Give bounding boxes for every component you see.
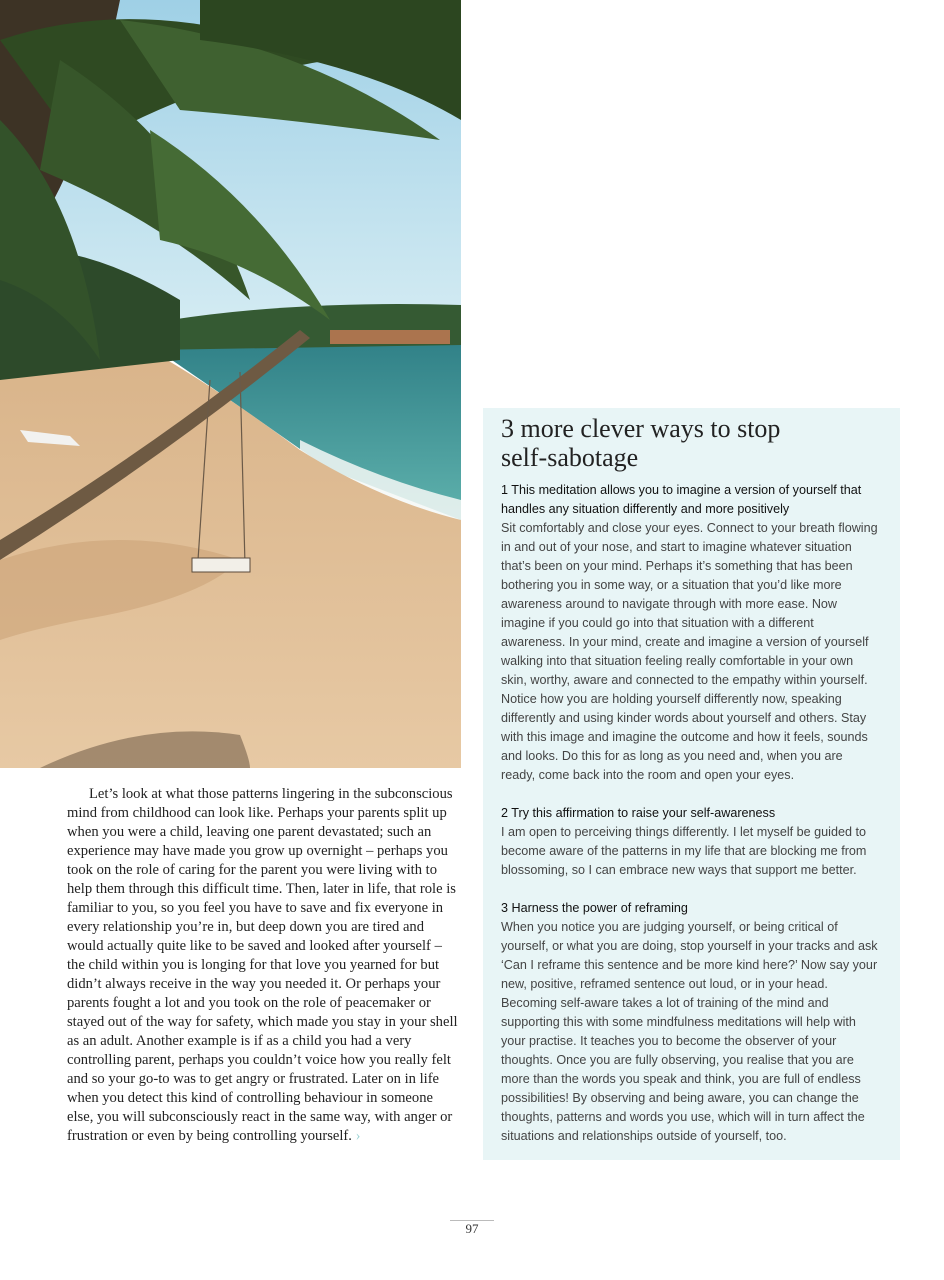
tip-3-heading: 3 Harness the power of reframing — [501, 901, 688, 915]
tips-panel — [483, 408, 900, 1160]
tip-1-heading: 1 This meditation allows you to imagine a version of yourself that handles any situation differently and more positively — [501, 483, 862, 516]
tip-2-heading: 2 Try this affirmation to raise your self-awareness — [501, 806, 776, 820]
article-body-text — [67, 785, 462, 1146]
tip-3-body: When you notice you are judging yourself, or being critical of yourself, or what you are doing, stop yourself in your tracks and ask ‘Can I reframe this sentence and be more kind here?’ Now say your new, positive, reframed sentence out loud, or in your head. Becoming self-aware takes a lot of training of the mind and supporting this with some mindfulness meditations will help with your practise. It teaches you to become the observer of your thoughts. Once you are fully observing, you realise that you are more than the words you speak and think, you are full of endless possibilities! By observing and being aware, you can change the thoughts, patterns and words you use, which will in turn affect the situations and relationships outside of yourself, too. — [501, 920, 878, 1143]
article-body: Let’s look at what those patterns lingering in the subconscious mind from childhood can look like. Perhaps your parents split up when you were a child, leaving one parent devastated; such an experience may have made you grow up overnight – perhaps you took on the role of caring for the parent you were living with to help them through this difficult time. Then, later in life, that role is familiar to you, so you feel you have to save and fix everyone in every relationship you’re in, but deep down you are tired and would actually quite like to be saved and looked after yourself – the child within you is longing for that love you yearned for but didn’t always receive in the way you needed it. Or perhaps your parents fought a lot and you took on the role of peacemaker or stayed out of the way for safety, which made you stay in your shell as an adult. Another example is if as a child you had a very controlling parent, perhaps you couldn’t voice how you really felt and so your go-to was to get angry or frustrated. Later on in life when you detect this kind of controlling behaviour in someone else, you will subconsciously react in the same way, with anger or frustration or even by being controlling yourself. — [67, 786, 458, 1144]
page-number: 97 — [465, 1221, 479, 1236]
panel-title: 3 more clever ways to stop self-sabotage — [501, 414, 781, 472]
beach-palm-swing-photo — [0, 0, 461, 768]
tip-2-body: I am open to perceiving things differently. I let myself be guided to become aware of the patterns in my life that are blocking me from blossoming, so I can embrace new ways that support me better. — [501, 825, 867, 877]
end-mark-icon: › — [355, 1128, 361, 1144]
tip-1-body: Sit comfortably and close your eyes. Connect to your breath flowing in and out of your nose, and start to imagine whatever situation that’s been on your mind. Perhaps it’s something that has been bothering you in some way, or a situation that you’d like more awareness around to navigate through with more ease. Now imagine if you could go into that situation with a different awareness. In your mind, create and imagine a version of yourself walking into that situation feeling really comfortable in your own skin, worthy, aware and connected to the empathy within yourself. Notice how you are holding yourself differently now, speaking differently and using kinder words about yourself and others. Stay with this image and imagine the outcome and how it feels, sounds and looks. Do this for as long as you need and, when you are ready, come back into the room and open your eyes. — [501, 521, 878, 782]
